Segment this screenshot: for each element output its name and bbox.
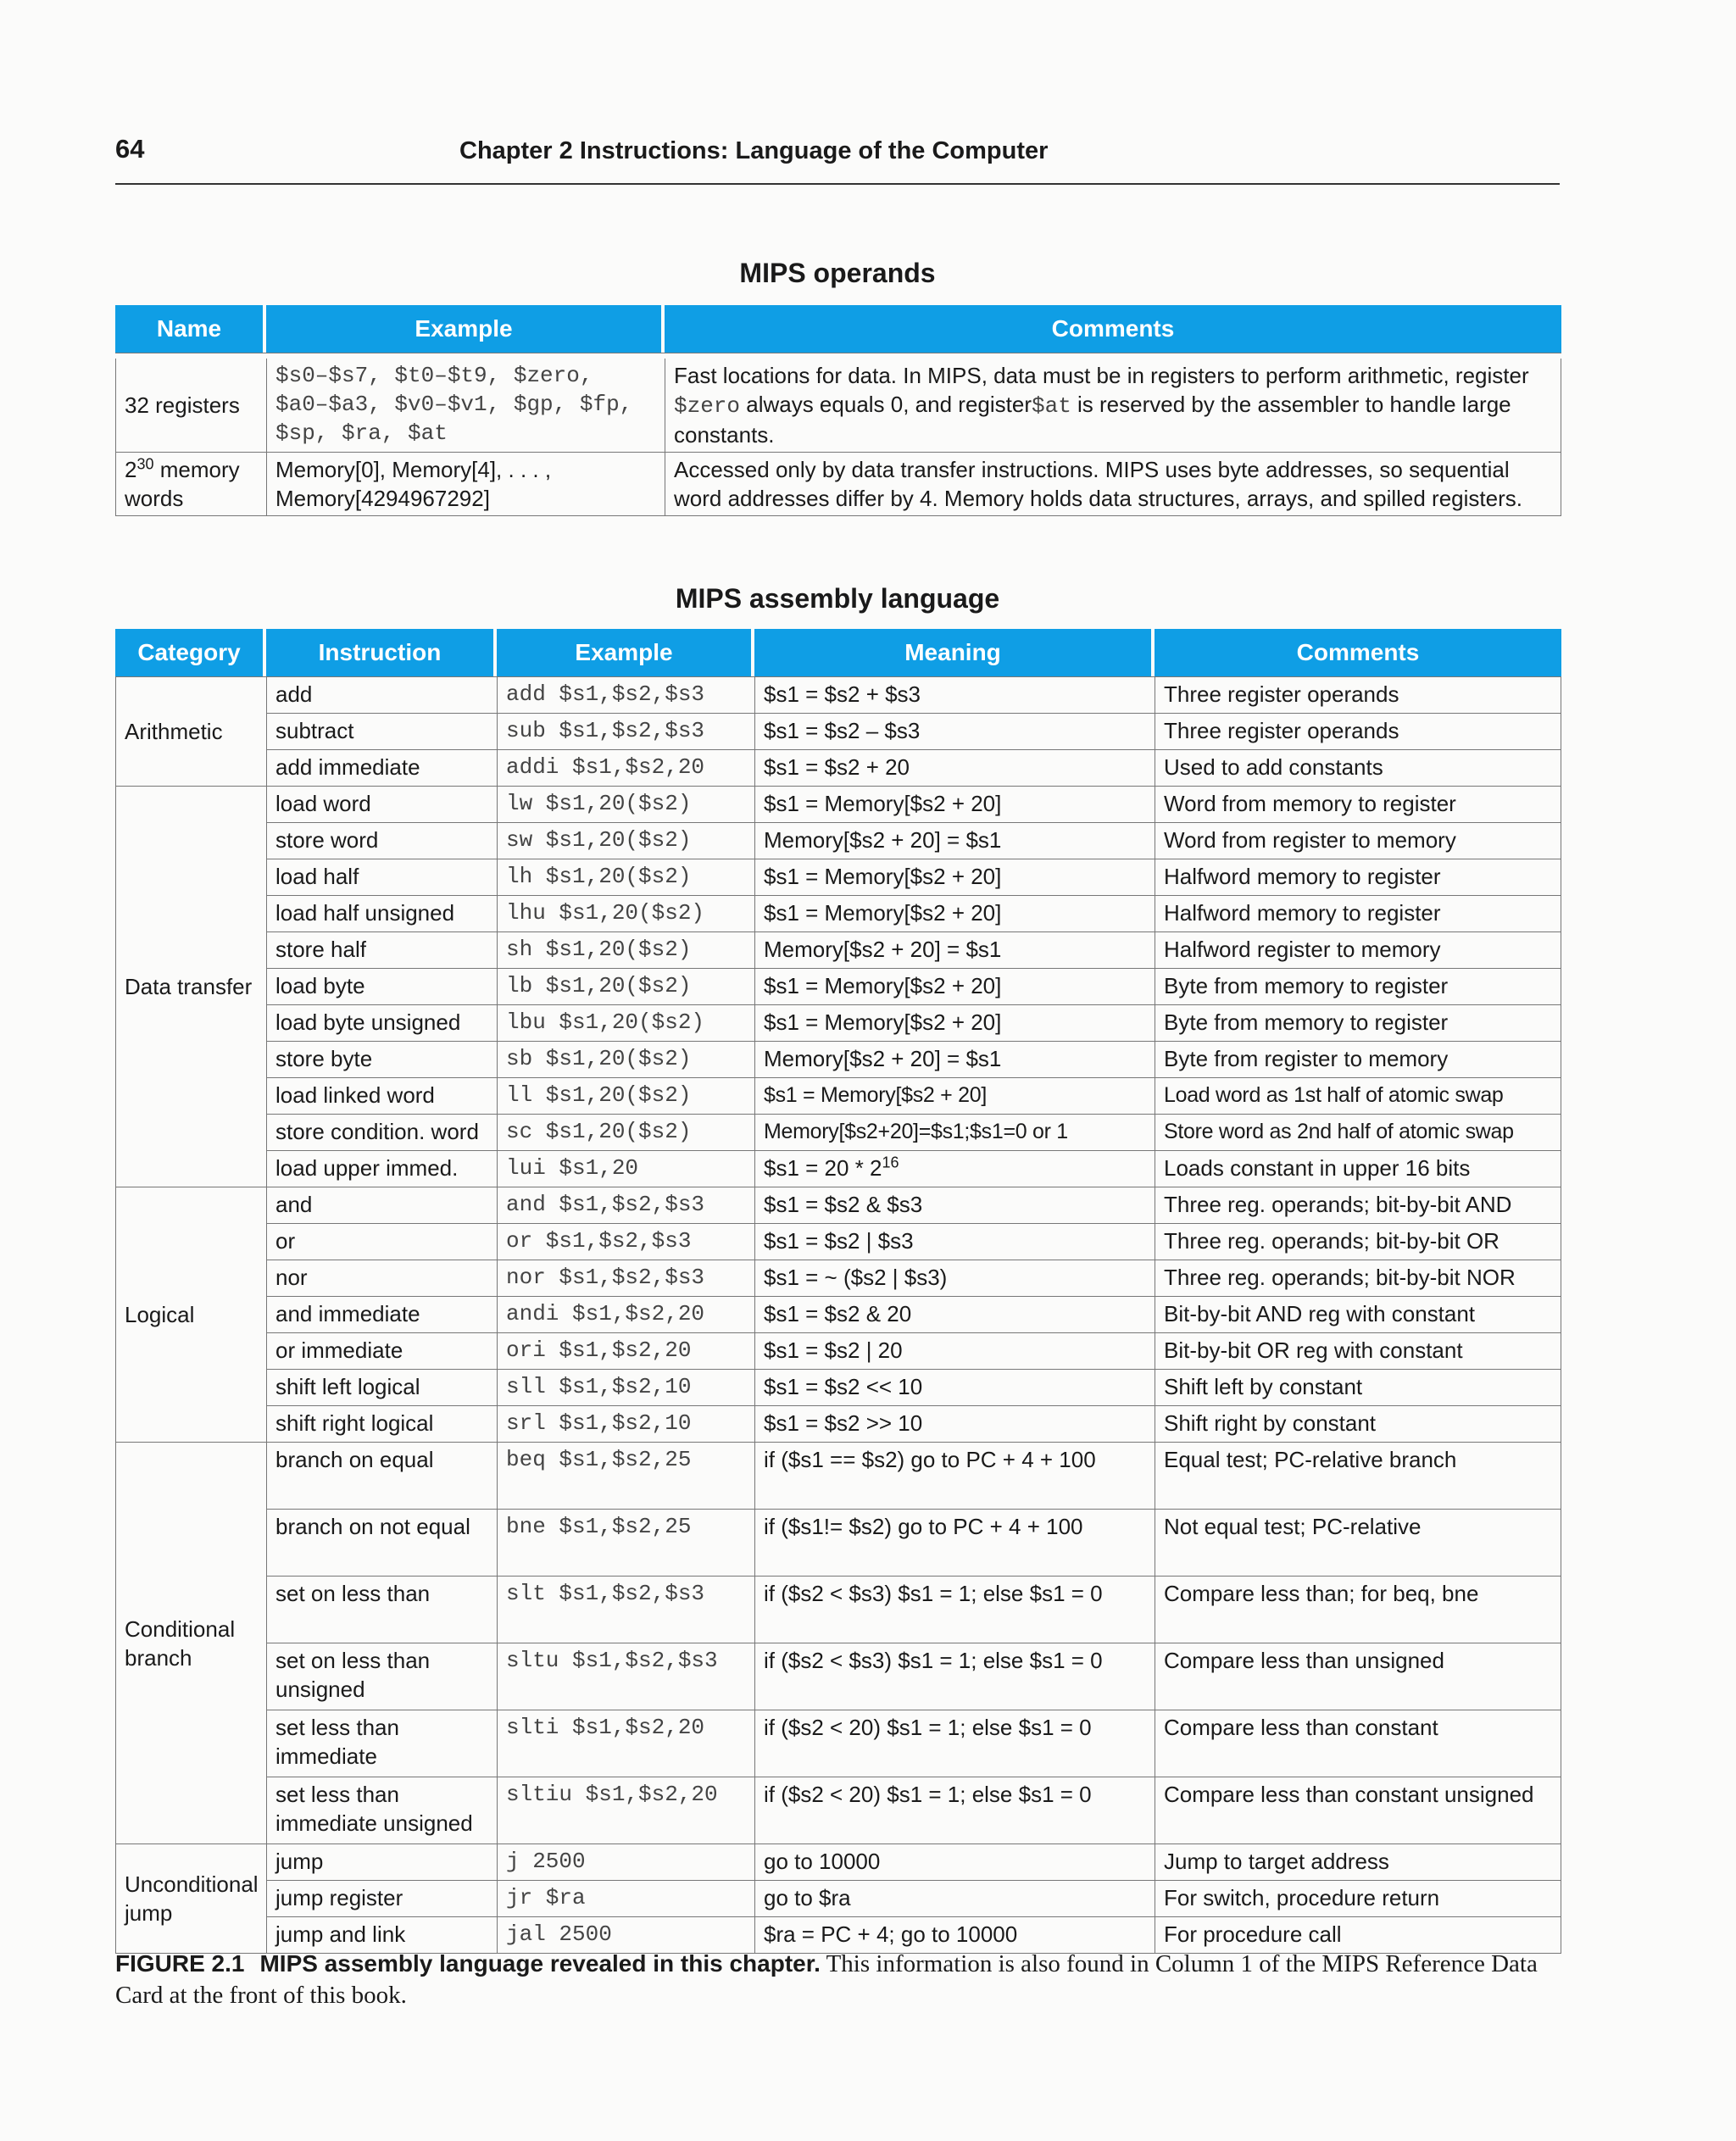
comment-cell: Equal test; PC-relative branch — [1155, 1443, 1561, 1510]
comment-cell: Three reg. operands; bit-by-bit AND — [1155, 1187, 1561, 1224]
comment-cell: Three reg. operands; bit-by-bit NOR — [1155, 1260, 1561, 1297]
instruction-cell: shift left logical — [266, 1370, 497, 1406]
comment-cell: Halfword memory to register — [1155, 896, 1561, 932]
example-cell: lhu $s1,20($s2) — [497, 896, 754, 932]
category-cell: Data transfer — [115, 787, 266, 1187]
meaning-cell: if ($s2 < $s3) $s1 = 1; else $s1 = 0 — [754, 1643, 1155, 1710]
table-row — [115, 1078, 1561, 1115]
meaning-cell: $s1 = $s2 << 10 — [754, 1370, 1155, 1406]
instruction-cell: load half unsigned — [266, 896, 497, 932]
table-row — [115, 932, 1561, 969]
example-cell: j 2500 — [497, 1844, 754, 1881]
operand-example: Memory[0], Memory[4], . . . , Memory[4294967292] — [266, 453, 665, 516]
instruction-cell: branch on equal — [266, 1443, 497, 1510]
instruction-cell: store byte — [266, 1042, 497, 1078]
instruction-cell: jump — [266, 1844, 497, 1881]
instruction-cell: load byte — [266, 969, 497, 1005]
meaning-cell: $s1 = $s2 | 20 — [754, 1333, 1155, 1370]
page-number: 64 — [115, 134, 145, 164]
example-cell: jal 2500 — [497, 1917, 754, 1954]
table-row — [115, 1643, 1561, 1710]
table-row — [115, 1151, 1561, 1187]
chapter-title: Chapter 2 Instructions: Language of the Computer — [459, 137, 1049, 164]
category-cell: Conditional branch — [115, 1443, 266, 1844]
header-example: Example — [266, 305, 665, 353]
instruction-cell: branch on not equal — [266, 1510, 497, 1577]
figure-caption — [115, 1948, 1561, 2011]
meaning-cell: Memory[$s2 + 20] = $s1 — [754, 932, 1155, 969]
example-cell: and $s1,$s2,$s3 — [497, 1187, 754, 1224]
operand-comment: Accessed only by data transfer instructions. MIPS uses byte addresses, so sequential word addresses differ by 4. Memory holds data structures, arrays, and spilled registers. — [665, 453, 1561, 516]
comment-cell: Compare less than constant — [1155, 1710, 1561, 1777]
example-cell: lb $s1,20($s2) — [497, 969, 754, 1005]
instruction-cell: load linked word — [266, 1078, 497, 1115]
example-cell: sub $s1,$s2,$s3 — [497, 714, 754, 750]
instruction-cell: store word — [266, 823, 497, 859]
example-cell: lui $s1,20 — [497, 1151, 754, 1187]
figure-text: This information is also found in Column 1 of the MIPS Reference Data Card at the front of this book. — [115, 1950, 1538, 2009]
example-cell: slt $s1,$s2,$s3 — [497, 1577, 754, 1643]
instruction-cell: add immediate — [266, 750, 497, 787]
example-cell: add $s1,$s2,$s3 — [497, 676, 754, 714]
table-row — [115, 787, 1561, 823]
table-row — [115, 1005, 1561, 1042]
category-cell: Arithmetic — [115, 676, 266, 787]
example-cell: or $s1,$s2,$s3 — [497, 1224, 754, 1260]
header-category: Category — [115, 629, 266, 676]
table-row — [115, 1577, 1561, 1643]
figure-label: FIGURE 2.1 — [115, 1950, 245, 1977]
table-row — [115, 1297, 1561, 1333]
meaning-cell: $s1 = $s2 – $s3 — [754, 714, 1155, 750]
table-row — [115, 1510, 1561, 1577]
comment-cell: Compare less than; for beq, bne — [1155, 1577, 1561, 1643]
table-row — [115, 1844, 1561, 1881]
meaning-cell: if ($s2 < 20) $s1 = 1; else $s1 = 0 — [754, 1777, 1155, 1844]
instruction-cell: or immediate — [266, 1333, 497, 1370]
instruction-cell: store half — [266, 932, 497, 969]
comment-cell: Jump to target address — [1155, 1844, 1561, 1881]
operands-title: MIPS operands — [739, 258, 936, 288]
table-row — [115, 750, 1561, 787]
example-cell: sb $s1,20($s2) — [497, 1042, 754, 1078]
example-cell: nor $s1,$s2,$s3 — [497, 1260, 754, 1297]
operand-name: 32 registers — [115, 359, 266, 453]
instruction-cell: jump and link — [266, 1917, 497, 1954]
comment-cell: Byte from register to memory — [1155, 1042, 1561, 1078]
table-row — [115, 1710, 1561, 1777]
operand-comment: Fast locations for data. In MIPS, data must be in registers to perform arithmetic, register $zero always equals 0, and register$at is reserved by the assembler to handle large constants. — [665, 359, 1561, 453]
comment-cell: Halfword register to memory — [1155, 932, 1561, 969]
comment-cell: Load word as 1st half of atomic swap — [1155, 1078, 1561, 1115]
table-row — [115, 1115, 1561, 1151]
example-cell: ll $s1,20($s2) — [497, 1078, 754, 1115]
table-row — [115, 453, 1561, 516]
table-row — [115, 969, 1561, 1005]
table-row — [115, 823, 1561, 859]
instruction-cell: load word — [266, 787, 497, 823]
comment-cell: Shift right by constant — [1155, 1406, 1561, 1443]
instruction-cell: nor — [266, 1260, 497, 1297]
instruction-cell: set less than immediate unsigned — [266, 1777, 497, 1844]
comment-cell: Loads constant in upper 16 bits — [1155, 1151, 1561, 1187]
comment-cell: Three reg. operands; bit-by-bit OR — [1155, 1224, 1561, 1260]
instruction-cell: add — [266, 676, 497, 714]
example-cell: bne $s1,$s2,25 — [497, 1510, 754, 1577]
page-header — [115, 127, 1560, 185]
figure-title: MIPS assembly language revealed in this chapter. — [259, 1950, 821, 1977]
meaning-cell: $s1 = $20 * 2^{16}$ — [754, 1151, 1155, 1187]
header-example: Example — [497, 629, 754, 676]
header-name: Name — [115, 305, 266, 353]
table-row — [115, 1881, 1561, 1917]
instruction-cell: or — [266, 1224, 497, 1260]
header-meaning: Meaning — [754, 629, 1155, 676]
example-cell: sll $s1,$s2,10 — [497, 1370, 754, 1406]
table-row — [115, 896, 1561, 932]
meaning-cell: $s1 = ~ ($s2 | $s3) — [754, 1260, 1155, 1297]
comment-cell: Halfword memory to register — [1155, 859, 1561, 896]
assembly-body — [115, 676, 1561, 1954]
meaning-cell: $s1 = Memory[$s2 + 20] — [754, 787, 1155, 823]
table-row — [115, 1443, 1561, 1510]
comment-cell: Byte from memory to register — [1155, 1005, 1561, 1042]
instruction-cell: set on less than — [266, 1577, 497, 1643]
example-cell: sh $s1,20($s2) — [497, 932, 754, 969]
instruction-cell: shift right logical — [266, 1406, 497, 1443]
table-row — [115, 714, 1561, 750]
example-cell: sltu $s1,$s2,$s3 — [497, 1643, 754, 1710]
meaning-cell: $s1 = Memory[$s2 + 20] — [754, 1078, 1155, 1115]
meaning-cell: $s1 = $s2 + $s3 — [754, 676, 1155, 714]
comment-cell: Compare less than unsigned — [1155, 1643, 1561, 1710]
instruction-cell: load byte unsigned — [266, 1005, 497, 1042]
comment-cell: Shift left by constant — [1155, 1370, 1561, 1406]
meaning-cell: if ($s1 == $s2) go to PC + 4 + 100 — [754, 1443, 1155, 1510]
instruction-cell: set less than immediate — [266, 1710, 497, 1777]
meaning-cell: $s1 = $s2 | $s3 — [754, 1224, 1155, 1260]
category-cell: Unconditional jump — [115, 1844, 266, 1954]
operand-name: $2^{30}$ memory words — [115, 453, 266, 516]
instruction-cell: jump register — [266, 1881, 497, 1917]
instruction-cell: set on less than unsigned — [266, 1643, 497, 1710]
comment-cell: For switch, procedure return — [1155, 1881, 1561, 1917]
meaning-cell: go to $ra — [754, 1881, 1155, 1917]
header-instruction: Instruction — [266, 629, 497, 676]
instruction-cell: load upper immed. — [266, 1151, 497, 1187]
meaning-cell: $s1 = Memory[$s2 + 20] — [754, 969, 1155, 1005]
table-row — [115, 359, 1561, 453]
example-cell: lw $s1,20($s2) — [497, 787, 754, 823]
mips-operands-table — [115, 305, 1561, 516]
comment-cell: Not equal test; PC-relative — [1155, 1510, 1561, 1577]
instruction-cell: store condition. word — [266, 1115, 497, 1151]
comment-cell: Three register operands — [1155, 676, 1561, 714]
comment-cell: Byte from memory to register — [1155, 969, 1561, 1005]
table-row — [115, 676, 1561, 714]
comment-cell: For procedure call — [1155, 1917, 1561, 1954]
example-cell: sw $s1,20($s2) — [497, 823, 754, 859]
table-row — [115, 1777, 1561, 1844]
header-comments: Comments — [665, 305, 1561, 353]
comment-cell: Compare less than constant unsigned — [1155, 1777, 1561, 1844]
example-cell: jr $ra — [497, 1881, 754, 1917]
example-cell: slti $s1,$s2,20 — [497, 1710, 754, 1777]
meaning-cell: $s1 = $s2 & $s3 — [754, 1187, 1155, 1224]
comment-cell: Bit-by-bit AND reg with constant — [1155, 1297, 1561, 1333]
table-row — [115, 1260, 1561, 1297]
meaning-cell: Memory[$s2 + 20] = $s1 — [754, 1042, 1155, 1078]
instruction-cell: subtract — [266, 714, 497, 750]
meaning-cell: if ($s2 < 20) $s1 = 1; else $s1 = 0 — [754, 1710, 1155, 1777]
mips-assembly-table — [115, 629, 1561, 1954]
table-row — [115, 1224, 1561, 1260]
operand-example: $s0–$s7, $t0–$t9, $zero, $a0–$a3, $v0–$v1, $gp, $fp, $sp, $ra, $at — [266, 359, 665, 453]
table-row — [115, 1370, 1561, 1406]
example-cell: ori $s1,$s2,20 — [497, 1333, 754, 1370]
table-row — [115, 1187, 1561, 1224]
example-cell: addi $s1,$s2,20 — [497, 750, 754, 787]
meaning-cell: $s1 = Memory[$s2 + 20] — [754, 859, 1155, 896]
comment-cell: Three register operands — [1155, 714, 1561, 750]
meaning-cell: Memory[$s2 + 20] = $s1 — [754, 823, 1155, 859]
instruction-cell: and immediate — [266, 1297, 497, 1333]
comment-cell: Used to add constants — [1155, 750, 1561, 787]
meaning-cell: if ($s1!= $s2) go to PC + 4 + 100 — [754, 1510, 1155, 1577]
meaning-cell: Memory[$s2+20]=$s1;$s1=0 or 1 — [754, 1115, 1155, 1151]
example-cell: sltiu $s1,$s2,20 — [497, 1777, 754, 1844]
comment-cell: Store word as 2nd half of atomic swap — [1155, 1115, 1561, 1151]
table-row — [115, 1042, 1561, 1078]
table-row — [115, 859, 1561, 896]
meaning-cell: $s1 = $s2 & 20 — [754, 1297, 1155, 1333]
meaning-cell: $s1 = Memory[$s2 + 20] — [754, 896, 1155, 932]
header-comments: Comments — [1155, 629, 1561, 676]
assembly-title: MIPS assembly language — [675, 583, 1000, 614]
category-cell: Logical — [115, 1187, 266, 1443]
example-cell: srl $s1,$s2,10 — [497, 1406, 754, 1443]
table-row — [115, 1406, 1561, 1443]
comment-cell: Word from memory to register — [1155, 787, 1561, 823]
meaning-cell: go to 10000 — [754, 1844, 1155, 1881]
example-cell: sc $s1,20($s2) — [497, 1115, 754, 1151]
instruction-cell: and — [266, 1187, 497, 1224]
meaning-cell: $s1 = Memory[$s2 + 20] — [754, 1005, 1155, 1042]
example-cell: lh $s1,20($s2) — [497, 859, 754, 896]
meaning-cell: $s1 = $s2 >> 10 — [754, 1406, 1155, 1443]
example-cell: andi $s1,$s2,20 — [497, 1297, 754, 1333]
meaning-cell: $s1 = $s2 + 20 — [754, 750, 1155, 787]
comment-cell: Word from register to memory — [1155, 823, 1561, 859]
example-cell: lbu $s1,20($s2) — [497, 1005, 754, 1042]
table-row — [115, 1333, 1561, 1370]
instruction-cell: load half — [266, 859, 497, 896]
meaning-cell: if ($s2 < $s3) $s1 = 1; else $s1 = 0 — [754, 1577, 1155, 1643]
example-cell: beq $s1,$s2,25 — [497, 1443, 754, 1510]
meaning-cell: $ra = PC + 4; go to 10000 — [754, 1917, 1155, 1954]
comment-cell: Bit-by-bit OR reg with constant — [1155, 1333, 1561, 1370]
